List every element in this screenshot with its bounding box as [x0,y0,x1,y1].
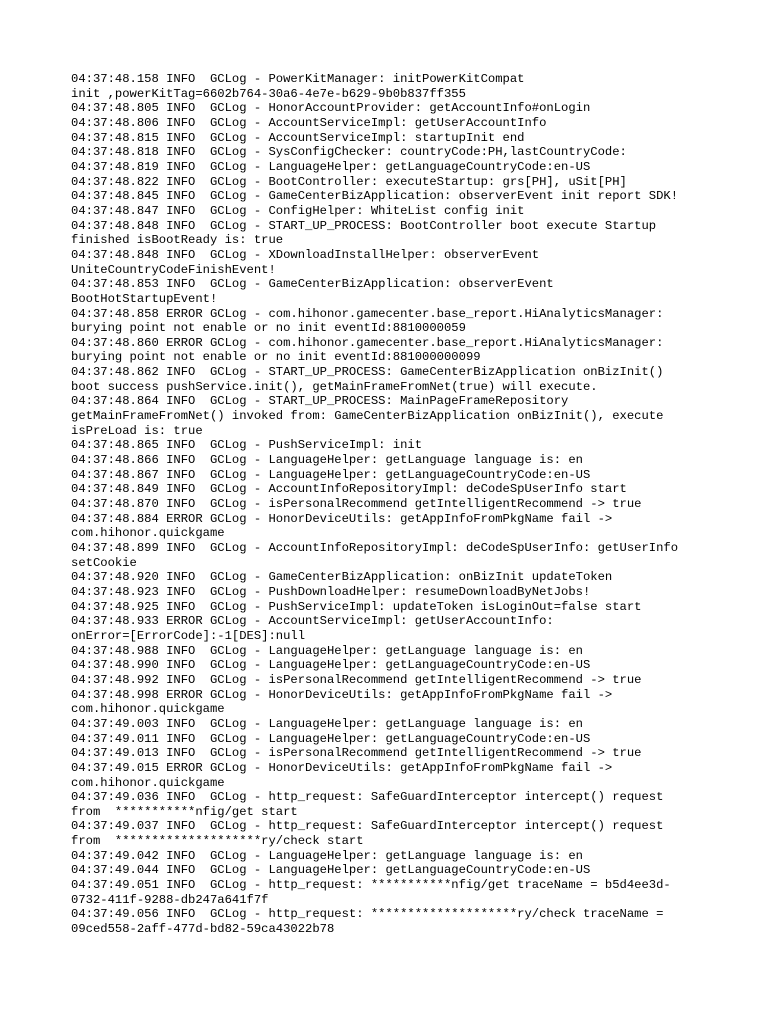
log-line: getMainFrameFromNet() invoked from: GameCenterBizApplication onBizInit(), execute [71,409,664,424]
log-line: 04:37:48.806 INFO GCLog - AccountServiceImpl: getUserAccountInfo [71,115,547,130]
log-line: onError=[ErrorCode]:-1[DES]:null [71,628,306,643]
log-line: com.hihonor.quickgame [71,775,225,790]
log-line: 04:37:48.815 INFO GCLog - AccountServiceImpl: startupInit end [71,130,525,145]
log-line: 09ced558-2aff-477d-bd82-59ca43022b78 [71,922,335,937]
log-line: 04:37:48.867 INFO GCLog - LanguageHelper: getLanguageCountryCode:en-US [71,467,591,482]
log-line: com.hihonor.quickgame [71,702,225,717]
log-line: 04:37:49.013 INFO GCLog - isPersonalRecommend getIntelligentRecommend -> true [71,746,642,761]
log-line: 04:37:49.044 INFO GCLog - LanguageHelper: getLanguageCountryCode:en-US [71,863,591,878]
log-line: 04:37:48.848 INFO GCLog - START_UP_PROCESS: BootController boot execute Startup [71,218,657,233]
log-line: 04:37:48.845 INFO GCLog - GameCenterBizApplication: observerEvent init report SDK! [71,189,679,204]
log-line: 04:37:49.036 INFO GCLog - http_request: SafeGuardInterceptor intercept() request [71,790,664,805]
log-line: 04:37:48.818 INFO GCLog - SysConfigChecker: countryCode:PH,lastCountryCode: [71,145,627,160]
log-line: UniteCountryCodeFinishEvent! [71,262,276,277]
log-line: 0732-411f-9288-db247a641f7f [71,892,269,907]
log-line: boot success pushService.init(), getMainFrameFromNet(true) will execute. [71,379,598,394]
log-line: init ,powerKitTag=6602b764-30a6-4e7e-b629-9b0b837ff355 [71,86,466,101]
log-line: 04:37:49.056 INFO GCLog - http_request: ********************ry/check traceName = [71,907,664,922]
log-line: 04:37:48.998 ERROR GCLog - HonorDeviceUtils: getAppInfoFromPkgName fail -> [71,687,613,702]
log-line: 04:37:48.822 INFO GCLog - BootController: executeStartup: grs[PH], uSit[PH] [71,174,627,189]
log-line: 04:37:48.853 INFO GCLog - GameCenterBizApplication: observerEvent [71,277,554,292]
log-line: from ********************ry/check start [71,834,364,849]
log-line: 04:37:48.862 INFO GCLog - START_UP_PROCESS: GameCenterBizApplication onBizInit() [71,365,664,380]
log-line: 04:37:48.870 INFO GCLog - isPersonalRecommend getIntelligentRecommend -> true [71,497,642,512]
log-line: 04:37:48.805 INFO GCLog - HonorAccountProvider: getAccountInfo#onLogin [71,101,591,116]
log-line: 04:37:48.865 INFO GCLog - PushServiceImpl: init [71,438,423,453]
log-line: setCookie [71,555,137,570]
log-line: com.hihonor.quickgame [71,526,225,541]
log-line: 04:37:48.858 ERROR GCLog - com.hihonor.gamecenter.base_report.HiAnalyticsManager: [71,306,664,321]
log-line: 04:37:49.042 INFO GCLog - LanguageHelper: getLanguage language is: en [71,848,583,863]
log-document [71,72,731,937]
log-line: 04:37:48.923 INFO GCLog - PushDownloadHelper: resumeDownloadByNetJobs! [71,584,591,599]
log-line: 04:37:48.848 INFO GCLog - XDownloadInstallHelper: observerEvent [71,247,540,262]
log-line: 04:37:49.037 INFO GCLog - http_request: SafeGuardInterceptor intercept() request [71,819,664,834]
log-line: 04:37:48.849 INFO GCLog - AccountInfoRepositoryImpl: deCodeSpUserInfo start [71,482,627,497]
log-line: 04:37:48.866 INFO GCLog - LanguageHelper: getLanguage language is: en [71,453,583,468]
log-line: isPreLoad is: true [71,423,203,438]
log-line: 04:37:48.933 ERROR GCLog - AccountServiceImpl: getUserAccountInfo: [71,614,554,629]
log-line: 04:37:48.992 INFO GCLog - isPersonalRecommend getIntelligentRecommend -> true [71,672,642,687]
log-line: 04:37:49.051 INFO GCLog - http_request: ***********nfig/get traceName = b5d4ee3d- [71,878,671,893]
log-line: 04:37:48.925 INFO GCLog - PushServiceImpl: updateToken isLoginOut=false start [71,599,642,614]
log-line: 04:37:49.015 ERROR GCLog - HonorDeviceUtils: getAppInfoFromPkgName fail -> [71,760,613,775]
log-line: 04:37:48.884 ERROR GCLog - HonorDeviceUtils: getAppInfoFromPkgName fail -> [71,511,613,526]
log-line: 04:37:49.003 INFO GCLog - LanguageHelper: getLanguage language is: en [71,716,583,731]
log-line: 04:37:48.990 INFO GCLog - LanguageHelper: getLanguageCountryCode:en-US [71,658,591,673]
log-line: burying point not enable or no init eventId:881000000099 [71,350,481,365]
log-line: 04:37:48.920 INFO GCLog - GameCenterBizApplication: onBizInit updateToken [71,570,613,585]
log-line: 04:37:48.864 INFO GCLog - START_UP_PROCESS: MainPageFrameRepository [71,394,569,409]
log-line: from ***********nfig/get start [71,804,298,819]
log-line: burying point not enable or no init eventId:8810000059 [71,321,466,336]
log-line: finished isBootReady is: true [71,233,284,248]
log-line: 04:37:48.988 INFO GCLog - LanguageHelper: getLanguage language is: en [71,643,583,658]
log-line: 04:37:48.860 ERROR GCLog - com.hihonor.gamecenter.base_report.HiAnalyticsManager: [71,335,664,350]
log-line: 04:37:48.819 INFO GCLog - LanguageHelper: getLanguageCountryCode:en-US [71,159,591,174]
log-line: BootHotStartupEvent! [71,291,218,306]
log-line: 04:37:48.158 INFO GCLog - PowerKitManager: initPowerKitCompat [71,72,525,86]
log-line: 04:37:48.847 INFO GCLog - ConfigHelper: WhiteList config init [71,203,525,218]
log-line: 04:37:48.899 INFO GCLog - AccountInfoRepositoryImpl: deCodeSpUserInfo: getUserInfo [71,541,679,555]
log-line: 04:37:49.011 INFO GCLog - LanguageHelper: getLanguageCountryCode:en-US [71,731,591,746]
